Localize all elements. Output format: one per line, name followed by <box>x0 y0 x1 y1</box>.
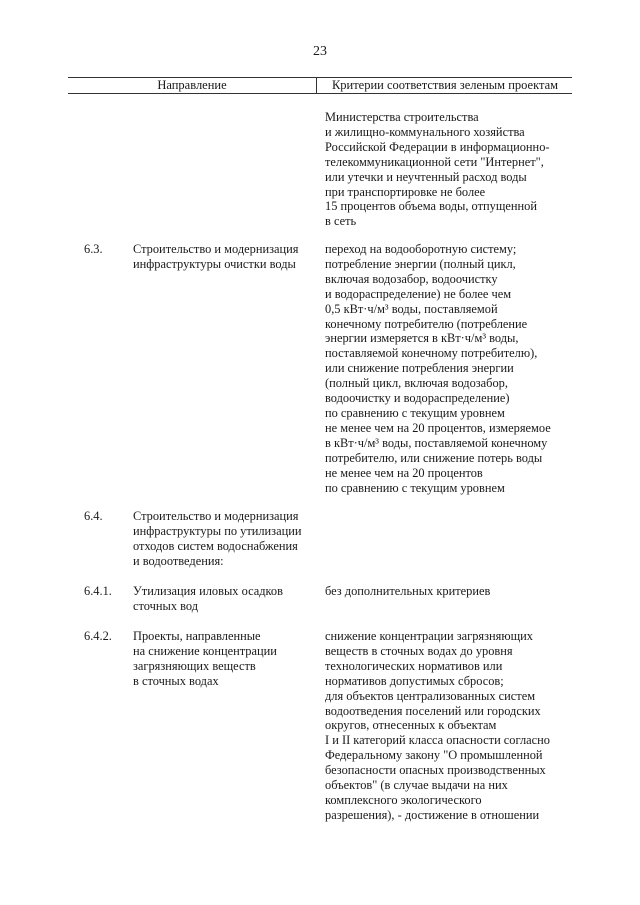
page-number: 23 <box>313 44 327 59</box>
column-header-direction: Направление <box>157 78 227 92</box>
row-6-3-direction: Строительство и модернизация инфраструктуры очистки воды <box>133 242 299 271</box>
row-6-4-1-criteria: без дополнительных критериев <box>325 584 491 598</box>
row-6-4-1-number: 6.4.1. <box>84 584 112 598</box>
row-6-4-2-direction: Проекты, направленные на снижение концентрации загрязняющих веществ в сточных водах <box>133 629 277 688</box>
row-6-4-direction: Строительство и модернизация инфраструктуры по утилизации отходов систем водоснабжения и водоотведения: <box>133 509 302 568</box>
row-6-4-number: 6.4. <box>84 509 103 523</box>
criteria-continuation: Министерства строительства и жилищно-коммунального хозяйства Российской Федерации в информационно- телекоммуникационной сети "Интернет", или утечки и неучтенный расход воды при транспортировке не более 15 процентов объема воды, отпущенной в сеть <box>325 110 550 229</box>
row-6-4-1-direction: Утилизация иловых осадков сточных вод <box>133 584 283 613</box>
table-header-bottom-rule <box>68 93 572 94</box>
row-6-3-number: 6.3. <box>84 242 103 256</box>
row-6-4-2-number: 6.4.2. <box>84 629 112 643</box>
row-6-4-2-criteria: снижение концентрации загрязняющих веществ в сточных водах до уровня технологических нормативов или нормативов допустимых сбросов; для объектов централизованных систем водоотведения поселений или городских округов, отнесенных к объектам I и II категорий класса опасности согласно Федеральному закону "О промышленной безопасности опасных производственных объектов" (в случае выдачи на них комплексного экологического разрешения), - достижение в отношении <box>325 629 550 822</box>
table-header-column-divider <box>316 77 317 93</box>
column-header-criteria: Критерии соответствия зеленым проектам <box>331 78 559 92</box>
row-6-3-criteria: переход на водооборотную систему; потребление энергии (полный цикл, включая водозабор, водоочистку и водораспределение) не более чем 0,5 кВт·ч/м³ воды, поставляемой конечному потребителю (потребление энергии измеряется в кВт·ч/м³ воды, поставляемой конечному потребителю), или снижение потребления энергии (полный цикл, включая водозабор, водоочистку и водораспределение) по сравнению с текущим уровнем не менее чем на 20 процентов, измеряемое в кВт·ч/м³ воды, поставляемой конечному потребителю, или снижение потерь воды не менее чем на 20 процентов по сравнению с текущим уровнем <box>325 242 551 495</box>
